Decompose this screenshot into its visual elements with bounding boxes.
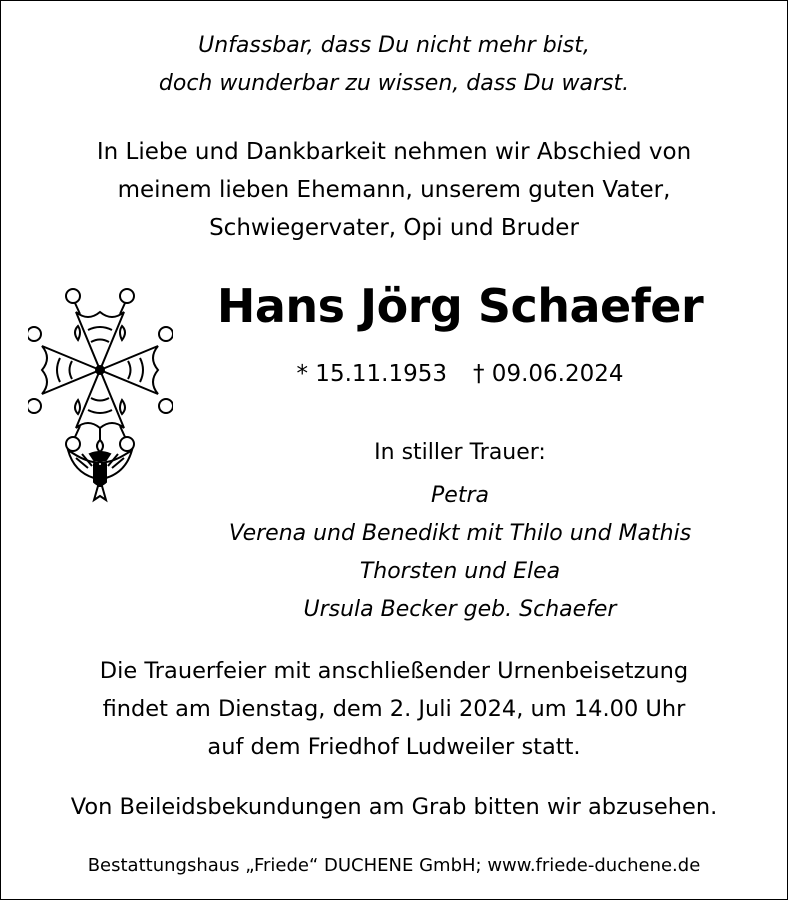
cross-arm-right [100,327,173,413]
ceremony-line-3: auf dem Friedhof Ludweiler statt. [207,734,581,760]
funeral-home-footer: Bestattungshaus „Friede“ DUCHENE GmbH; www.friede-duchene.de [87,855,701,876]
quote-line-2: doch wunderbar zu wissen, dass Du warst. [158,71,630,96]
condolence-request: Von Beileidsbekundungen am Grab bitten wir abzusehen. [70,794,718,820]
mourners-list [165,477,755,629]
life-dates [165,357,755,391]
mourners-heading: In stiller Trauer: [374,440,546,465]
intro-line-1: In Liebe und Dankbarkeit nehmen wir Abschied von [96,139,692,165]
intro-line-2: meinem lieben Ehemann, unserem guten Vater, [117,177,671,203]
ceremony-line-2: findet am Dienstag, dem 2. Juli 2024, um 14.00 Uhr [102,696,686,722]
quote-line-1: Unfassbar, dass Du nicht mehr bist, [198,33,590,58]
deceased-name: Hans Jörg Schaefer [216,279,704,333]
mourner-name: Petra [431,483,489,508]
birth-date: * 15.11.1953 [296,361,447,387]
mourner-name: Ursula Becker geb. Schaefer [303,597,617,622]
intro-line-3: Schwiegervater, Opi und Bruder [209,215,579,241]
mourner-name: Verena und Benedikt mit Thilo und Mathis [228,521,692,546]
death-date: † 09.06.2024 [473,361,624,387]
memorial-quote [0,27,788,103]
ceremony-info [0,652,788,766]
ceremony-line-1: Die Trauerfeier mit anschließender Urnenbeisetzung [99,658,689,684]
mourner-name: Thorsten und Elea [359,559,561,584]
intro-text [0,133,788,247]
huguenot-cross-icon [28,282,173,512]
cross-arm-left [28,327,100,413]
